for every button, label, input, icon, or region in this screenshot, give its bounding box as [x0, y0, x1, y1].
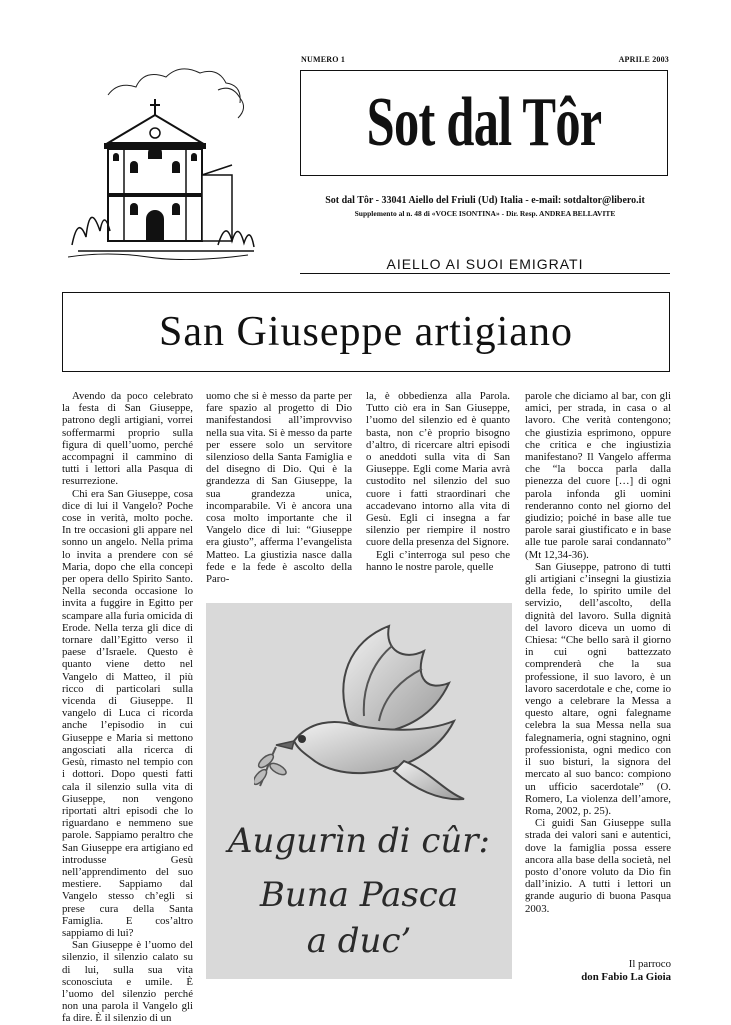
article-column-2 [206, 390, 352, 585]
article-column-3 [366, 390, 510, 573]
newspaper-title: Sot dal Tôr [366, 84, 602, 161]
easter-greeting-box [206, 603, 512, 979]
paragraph: Chi era San Giuseppe, cosa dice di lui il Vangelo? Poche cose in verità, molto poche. In tre occasioni gli appare nel sonno un angelo. Nella prima lo invita a prendere con sé Maria, dopo che ella concepì per opera dello Spirito Santo. Nella seconda occasione lo invita a fuggire in Egitto per scampare alla furia omicida di Erode. Nella terza gli dice di tornare dall’Egitto verso il paese d’Israele. Questo è quanto viene detto nel Vangelo di Matteo, il più ricco di particolari sulla vicenda di Giuseppe. Il vangelo di Luca ci ricorda anche l’episodio in cui Giuseppe e Maria si mettono angosciati alla ricerca di Gesù, rimasto nel tempio con i dottori. Dopo questi fatti cala il silenzio sulla vita di Giuseppe, non vengono riportati altri episodi che lo riguardano e nemmeno sue parole. Sappiamo peraltro che San Giuseppe era artigiano ed introdusse Gesù nell’apprendimento del suo mestiere. Sappiamo dal Vangelo stesso ch’egli si prese cura della Santa Famiglia. E cos’altro sappiamo di lui? [62, 487, 193, 939]
church-illustration [68, 55, 258, 260]
issue-date: APRILE 2003 [618, 55, 669, 64]
supplement-info: Supplemento al n. 48 di «VOCE ISONTINA» - Dir. Resp. ANDREA BELLAVITE [354, 209, 616, 218]
issue-number: NUMERO 1 [301, 55, 346, 64]
paragraph: San Giuseppe, patrono di tutti gli artigiani c’insegni la giustizia della fede, lo spirito umile del servizio, dell’ascolto, della dignità del lavoro. Sulla dignità del lavoro diceva un uomo di Chiesa: “Che bello sarà il giorno in cui ogni battezzato comprenderà che la sua professione, il suo lavoro, è un lavoro sacerdotale e che, come io vengo a celebrare la Messa a questo altare, ogni falegname celebra la sua Messa nella sua falegnameria, ogni stagnino, ogni professionista, ogni medico con il suo bisturi, la signora del mercato al suo banco: compiono un ufficio sacerdotale” (O. Romero, La violenza dell’amore, Roma, 2002, p. 25). [525, 560, 671, 817]
easter-greeting-line-2: Buna Pasca [259, 875, 459, 915]
paragraph: uomo che si è messo da parte per fare spazio al progetto di Dio manifestandosi all’improvviso nella sua vita. Si è messo da parte per essere solo un servitore silenzioso della Santa Famiglia e del disegno di Dio. Qui è la grandezza di San Giuseppe, la sua grandezza unica, incomparabile. Vi è ancora una cosa molto importante che il Vangelo dice di lui: “Giuseppe era giusto”, afferma l’evangelista Matteo. La giustizia nasce dalla fede e la fede è ascolto della Paro- [206, 390, 352, 586]
paragraph: Ci guidi San Giuseppe sulla strada dei valori sani e autentici, dove la famiglia possa essere ancora alla base della società, nel posto d’onore voluto da Dio fin dall’inizio. A tutti i lettori un grande augurio di buona Pasqua 2003. [525, 817, 671, 915]
signature-role: Il parroco [628, 958, 671, 970]
article-column-1 [62, 390, 193, 1025]
article-column-4 [525, 390, 671, 915]
easter-greeting-line-1: Augurìn di cûr: [227, 821, 491, 861]
section-rule [300, 273, 670, 274]
easter-greeting-line-3: a duc’ [306, 921, 412, 961]
publisher-info: Sot dal Tôr - 33041 Aiello del Friuli (Ud) Italia - e-mail: sotdaltor@libero.it [325, 195, 645, 206]
paragraph: Avendo da poco celebrato la festa di San Giuseppe, patrono degli artigiani, vorrei soffermarmi proprio sulla figura di quell’uomo, perché accompagni il cammino di tutti i lettori alla Pasqua di resurrezione. [62, 390, 193, 488]
masthead-title-box [300, 70, 668, 176]
paragraph: Egli c’interroga sul peso che hanno le nostre parole, quelle [366, 548, 510, 573]
signature-name: don Fabio La Gioia [581, 971, 671, 983]
section-heading: AIELLO AI SUOI EMIGRATI [386, 256, 584, 272]
paragraph: San Giuseppe è l’uomo del silenzio, il silenzio calato su di lui, sulla sua vita sconosciuta e umile. È l’uomo del silenzio perché non una parola il Vangelo gli fa dire. È il silenzio di un [62, 939, 193, 1025]
headline-box [62, 292, 670, 372]
article-headline: San Giuseppe artigiano [159, 309, 573, 355]
paragraph: la, è obbedienza alla Parola. Tutto ciò era in San Giuseppe, l’uomo del silenzio ed è quanto basta, non c’è proprio bisogno d’altro, di ricercare altri episodi o aneddoti sulla vita di San Giuseppe. Egli come Maria avrà custodito nel silenzio del suo cuore i fatti straordinari che accadevano intorno alla vita di Gesù. Egli ci insegna a far silenzio per riempire il nostro cuore della presenza del Signore. [366, 390, 510, 549]
dove-with-olive-branch-icon [254, 621, 474, 811]
paragraph: parole che diciamo al bar, con gli amici, per strada, in casa o al lavoro. Che verità contengono; che giustizia esprimono, oppure che critica e che ingiustizia manifestano? Il Vangelo afferma che “la bocca parla dalla pienezza del cuore […] di ogni parola infonda gli uomini renderanno conto nel giorno del giudizio; poiché in base alle tue parole sarai giustificato e in base alle tue parole sarai condannato” (Mt 12,34-36). [525, 390, 671, 561]
